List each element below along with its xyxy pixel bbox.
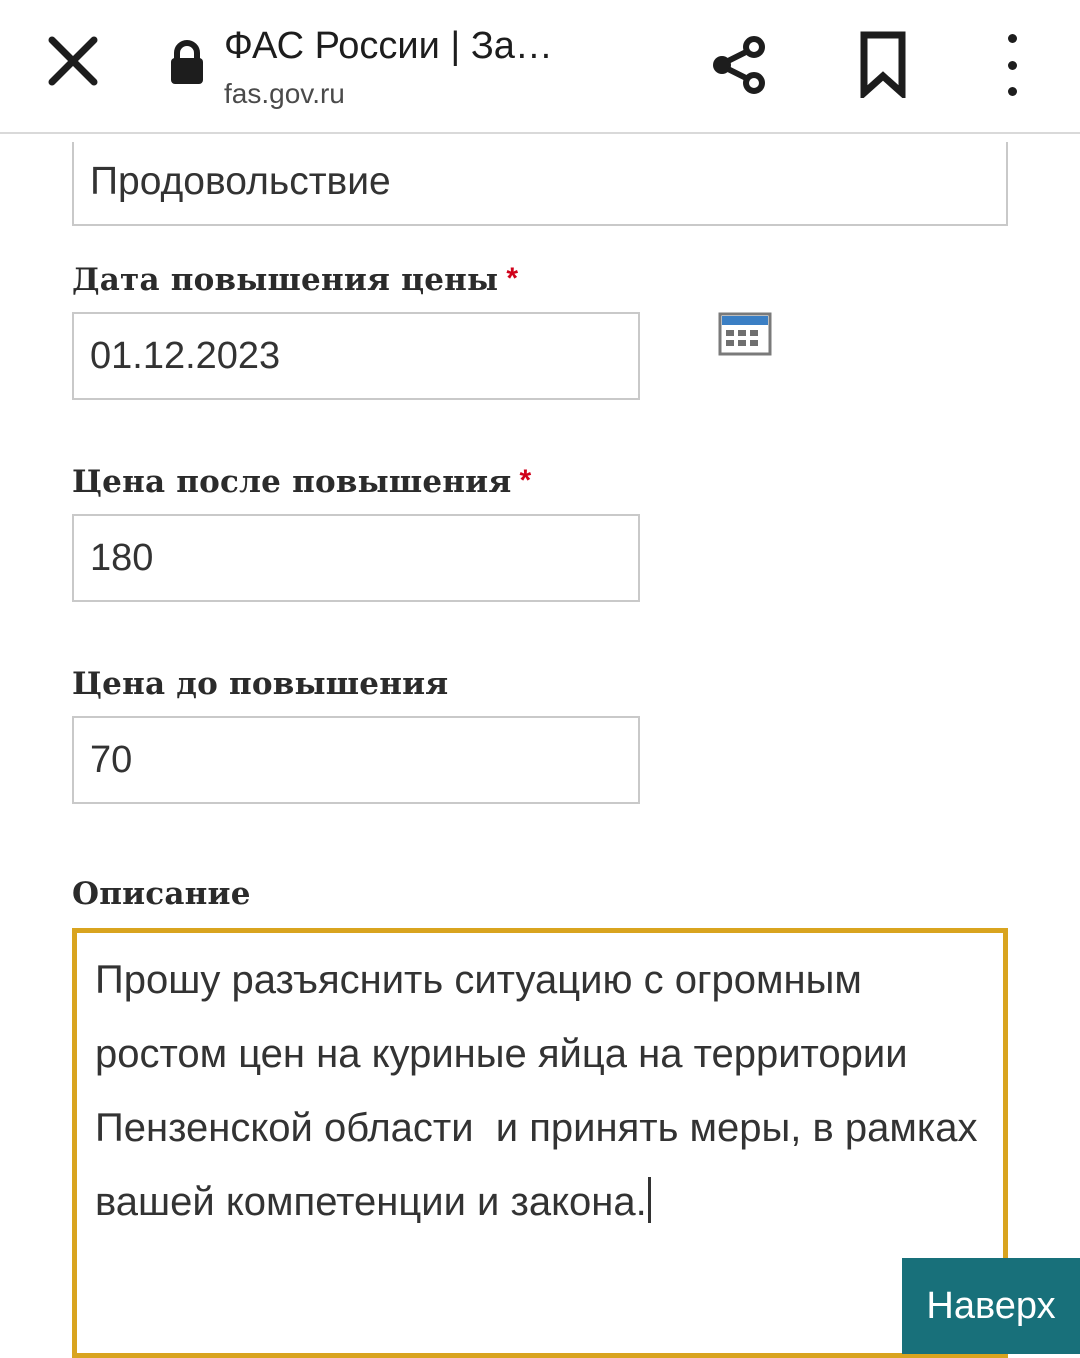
bookmark-icon[interactable] [852, 30, 914, 98]
close-icon[interactable] [44, 32, 102, 90]
price-increase-date-input[interactable]: 01.12.2023 [72, 312, 640, 400]
back-to-top-button[interactable]: Наверх [902, 1258, 1080, 1354]
price-increase-form [0, 134, 1080, 1354]
text-caret [648, 1177, 651, 1223]
price-after-field [72, 464, 640, 602]
description-textarea[interactable] [72, 928, 1008, 1358]
price-increase-date-field [72, 262, 640, 400]
share-icon[interactable] [706, 32, 772, 98]
address-bar[interactable] [224, 20, 644, 114]
price-after-input[interactable]: 180 [72, 514, 640, 602]
description-text: Прошу разъяснить ситуацию с огромным ростом цен на куриные яйца на территории Пензенской области и принять меры, в рамках вашей компетенции и закона. [95, 958, 989, 1224]
label-text: Дата повышения цены [72, 262, 499, 298]
category-input[interactable]: Продовольствие [72, 142, 1008, 226]
browser-chrome [0, 0, 1080, 134]
required-marker: * [519, 464, 532, 497]
page-host: fas.gov.ru [224, 78, 345, 109]
page-title: ФАС России | За… [224, 25, 553, 67]
calendar-icon[interactable] [718, 310, 772, 356]
price-after-label [72, 464, 640, 500]
description-field [72, 876, 1008, 1358]
required-marker: * [506, 262, 519, 295]
label-text: Цена после повышения [72, 464, 512, 500]
price-before-field [72, 666, 640, 804]
lock-icon[interactable] [165, 38, 209, 90]
description-label: Описание [72, 876, 251, 912]
price-before-input[interactable]: 70 [72, 716, 640, 804]
price-increase-date-label [72, 262, 640, 298]
price-before-label: Цена до повышения [72, 666, 449, 702]
more-vertical-icon[interactable] [992, 34, 1032, 96]
category-field[interactable] [72, 142, 1008, 226]
